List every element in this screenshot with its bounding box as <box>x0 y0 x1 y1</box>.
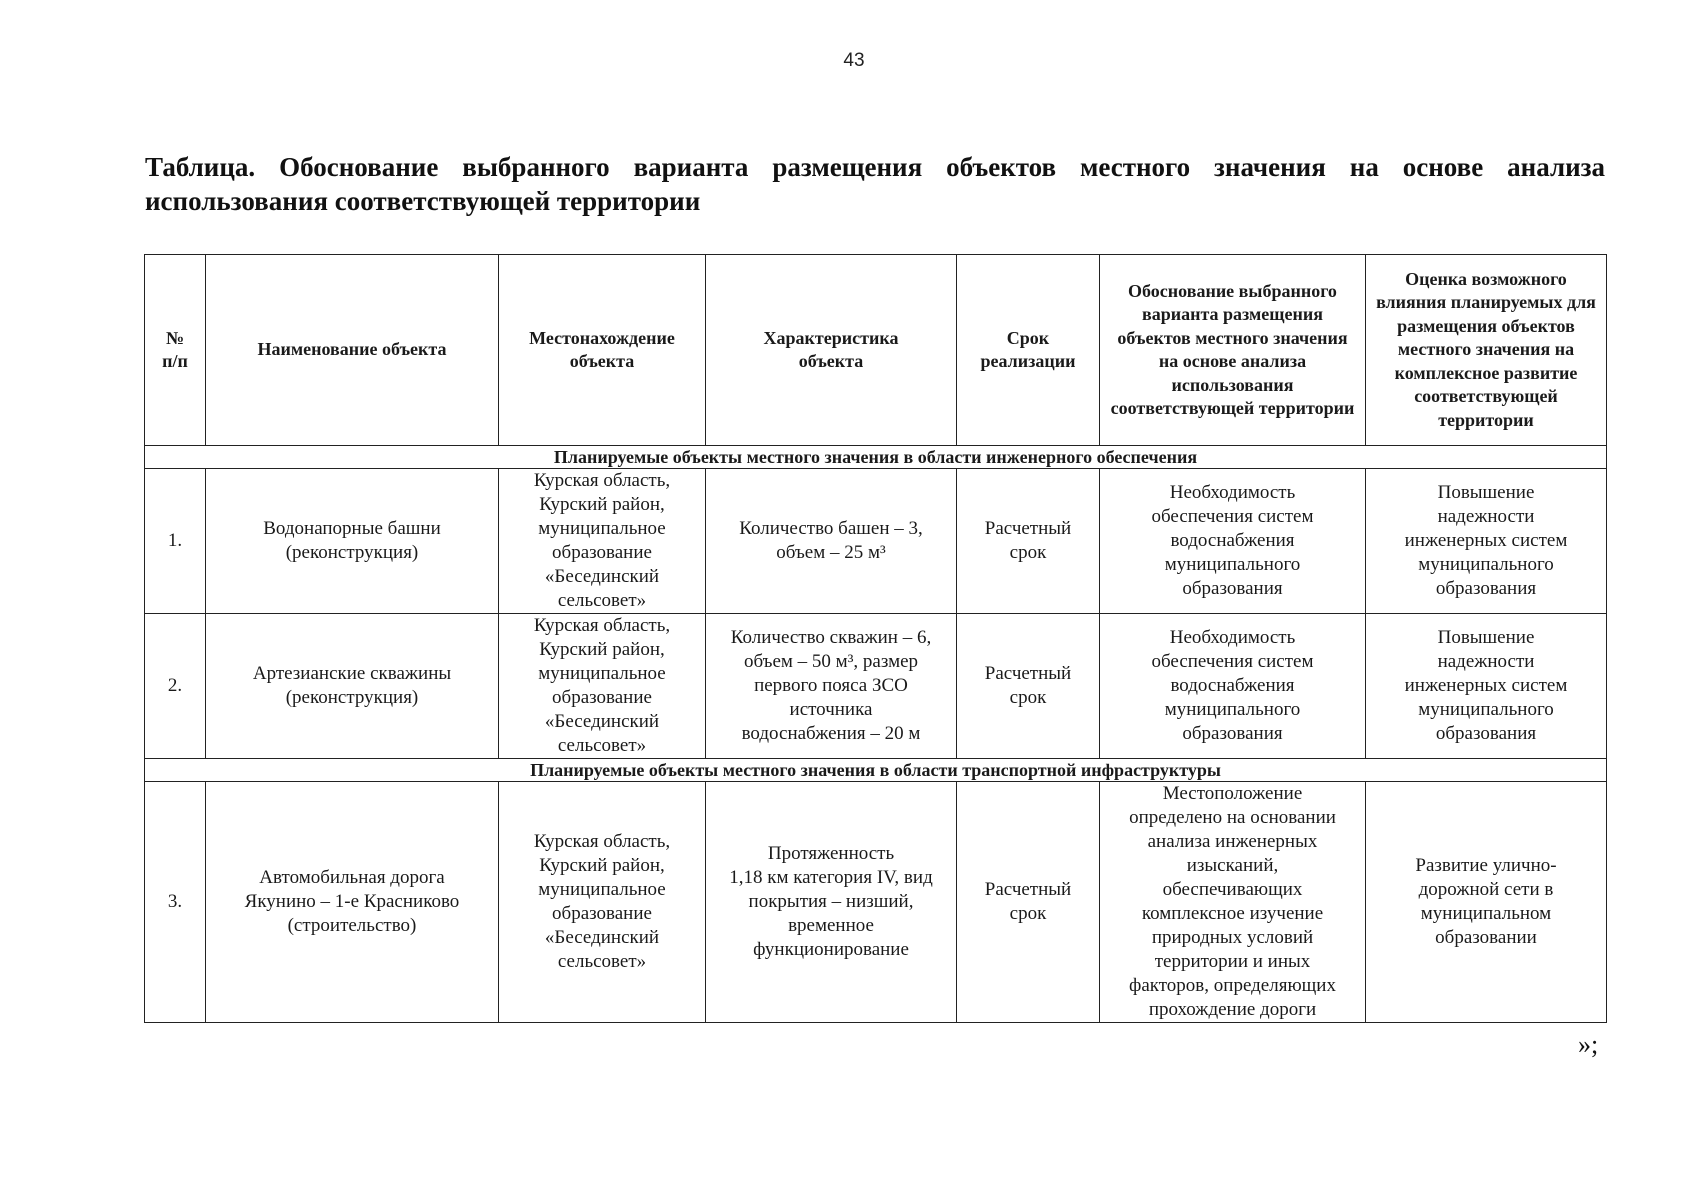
header-characteristic: Характеристика объекта <box>706 255 957 446</box>
header-location: Местонахождение объекта <box>499 255 706 446</box>
table-row <box>145 782 1607 1023</box>
table-header-row <box>145 255 1607 446</box>
cell-impact: Повышение надежности инженерных систем муниципального образования <box>1366 469 1607 614</box>
cell-characteristic: Количество башен – 3, объем – 25 м³ <box>706 469 957 614</box>
cell-justification: Местоположение определено на основании анализа инженерных изысканий, обеспечивающих комплексное изучение природных условий территории и иных факторов, определяющих прохождение дороги <box>1100 782 1366 1023</box>
cell-object-name: Артезианские скважины (реконструкция) <box>206 614 499 759</box>
cell-number: 2. <box>145 614 206 759</box>
cell-characteristic: Протяженность 1,18 км категория IV, вид покрытия – низший, временное функционирование <box>706 782 957 1023</box>
document-title: Таблица. Обоснование выбранного варианта размещения объектов местного значения на основе анализа использования соответствующей территории <box>145 152 1605 216</box>
objects-table <box>144 254 1607 1023</box>
table-row <box>145 469 1607 614</box>
header-object-name: Наименование объекта <box>206 255 499 446</box>
cell-location: Курская область, Курский район, муниципальное образование «Бесединский сельсовет» <box>499 614 706 759</box>
section-row-engineering <box>145 446 1607 469</box>
cell-justification: Необходимость обеспечения систем водоснабжения муниципального образования <box>1100 469 1366 614</box>
cell-number: 1. <box>145 469 206 614</box>
cell-term: Расчетный срок <box>957 782 1100 1023</box>
cell-impact: Развитие улично- дорожной сети в муниципальном образовании <box>1366 782 1607 1023</box>
table-row <box>145 614 1607 759</box>
cell-term: Расчетный срок <box>957 469 1100 614</box>
cell-object-name: Автомобильная дорога Якунино – 1-е Красниково (строительство) <box>206 782 499 1023</box>
cell-impact: Повышение надежности инженерных систем муниципального образования <box>1366 614 1607 759</box>
section-title: Планируемые объекты местного значения в области инженерного обеспечения <box>145 446 1607 469</box>
header-term: Срок реализации <box>957 255 1100 446</box>
cell-object-name: Водонапорные башни (реконструкция) <box>206 469 499 614</box>
header-justification: Обоснование выбранного варианта размещения объектов местного значения на основе анализа использования соответствующей территории <box>1100 255 1366 446</box>
page-number: 43 <box>843 50 865 71</box>
closing-quote-mark: »; <box>1578 1030 1599 1059</box>
cell-number: 3. <box>145 782 206 1023</box>
cell-term: Расчетный срок <box>957 614 1100 759</box>
header-impact: Оценка возможного влияния планируемых для размещения объектов местного значения на комплексное развитие соответствующей территории <box>1366 255 1607 446</box>
cell-location: Курская область, Курский район, муниципальное образование «Бесединский сельсовет» <box>499 782 706 1023</box>
cell-location: Курская область, Курский район, муниципальное образование «Бесединский сельсовет» <box>499 469 706 614</box>
section-row-transport <box>145 759 1607 782</box>
cell-justification: Необходимость обеспечения систем водоснабжения муниципального образования <box>1100 614 1366 759</box>
section-title: Планируемые объекты местного значения в области транспортной инфраструктуры <box>145 759 1607 782</box>
cell-characteristic: Количество скважин – 6, объем – 50 м³, размер первого пояса ЗСО источника водоснабжения – 20 м <box>706 614 957 759</box>
header-number: № п/п <box>145 255 206 446</box>
